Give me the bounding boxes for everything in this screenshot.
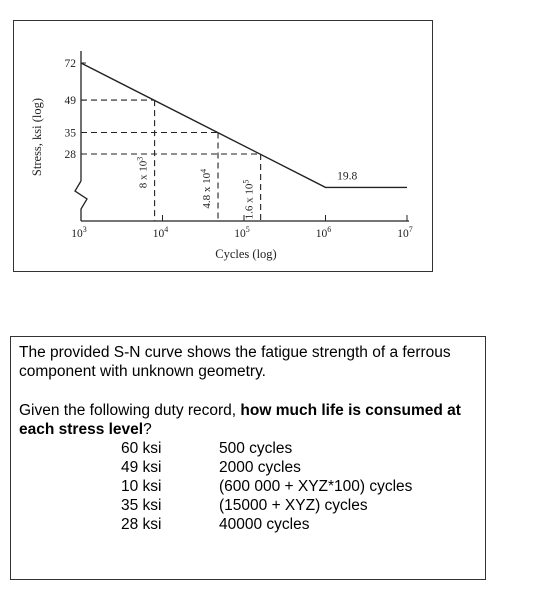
duty-stress: 28 ksi [121, 516, 162, 533]
duty-cycles: (600 000 + XYZ*100) cycles [219, 478, 413, 495]
duty-record [19, 439, 477, 534]
question-prefix: Given the following duty record, [19, 402, 241, 419]
sn-chart [14, 21, 434, 273]
ref-point-label: 1.6 x $10^5$ [241, 179, 256, 220]
x-tick-label: $10^6$ [315, 225, 332, 240]
duty-stress: 35 ksi [121, 497, 162, 514]
duty-cycles: 500 cycles [219, 440, 293, 457]
duty-row [19, 496, 477, 515]
sn-curve-line [81, 63, 407, 187]
duty-row [19, 458, 477, 477]
duty-cycles: (15000 + XYZ) cycles [219, 497, 368, 514]
duty-stress: 60 ksi [121, 440, 162, 457]
y-tick-label: 35 [64, 127, 76, 140]
x-tick-label: $10^5$ [234, 225, 250, 240]
duty-cycles: 40000 cycles [219, 516, 310, 533]
x-tick-label: $10^4$ [152, 225, 169, 240]
y-axis-label: Stress, ksi (log) [30, 97, 44, 177]
problem-statement-box [10, 336, 486, 580]
problem-question [19, 401, 477, 439]
x-tick-label: $10^7$ [397, 225, 413, 240]
y-tick-label: 49 [64, 95, 76, 108]
duty-cycles: 2000 cycles [219, 459, 301, 476]
duty-row [19, 477, 477, 496]
x-tick-label: $10^3$ [71, 225, 87, 240]
y-tick-label: 72 [64, 58, 76, 70]
duty-row [19, 439, 477, 458]
question-suffix: ? [143, 421, 152, 438]
ref-point-label: 8 x $10^3$ [135, 156, 150, 189]
question-bold: how much life is consumed at each stress level [19, 402, 461, 438]
ref-point-label: 4.8 x $10^4$ [199, 168, 214, 209]
sn-chart-frame [13, 20, 433, 272]
endurance-limit-label: 19.8 [337, 170, 358, 183]
y-tick-label: 28 [64, 149, 76, 161]
duty-row [19, 515, 477, 534]
x-axis-label: Cycles (log) [215, 247, 277, 261]
problem-intro: The provided S-N curve shows the fatigue strength of a ferrous component with unknown geometry. [19, 344, 451, 380]
duty-stress: 49 ksi [121, 459, 162, 476]
duty-stress: 10 ksi [121, 478, 162, 495]
